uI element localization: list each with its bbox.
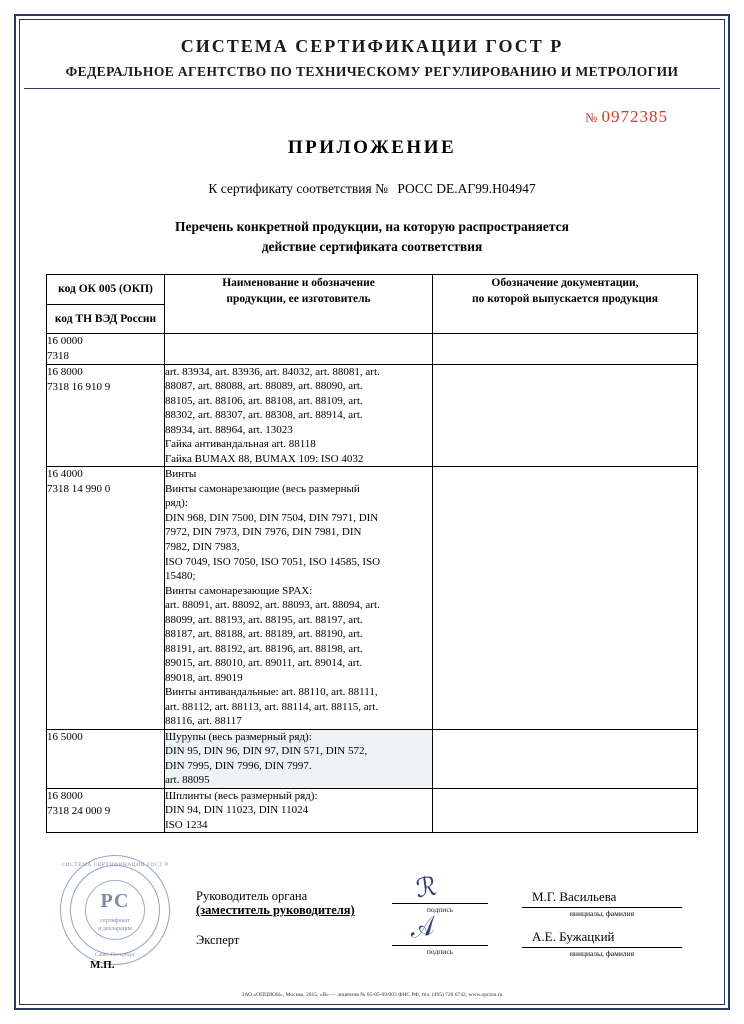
header-documentation [433,275,698,334]
signature-block [24,862,720,987]
code-value: 16 8000 [47,365,83,378]
product-line: 88934, art. 88964, art. 13023 [165,423,293,436]
product-line: 88087, art. 88088, art. 88089, art. 88090, art. [165,380,363,393]
name-line-1 [522,907,682,908]
product-line: DIN 968, DIN 7500, DIN 7504, DIN 7971, DIN [165,511,379,524]
signature-mark-2: 𝒜 [407,911,437,945]
purpose-line-1: Перечень конкретной продукции, на которую распространяется [175,219,569,234]
signature-caption-1: подпись [426,905,454,915]
code-value: 7318 [47,349,69,362]
stamp-sub-line2: и декларация [98,926,132,933]
header-product-name-line2: продукции, ее изготовитель [226,293,371,306]
agency-title: ФЕДЕРАЛЬНОЕ АГЕНТСТВО ПО ТЕХНИЧЕСКОМУ РЕГУЛИРОВАНИЮ И МЕТРОЛОГИИ [65,64,679,79]
purpose-statement [24,217,720,256]
purpose-line-2: действие сертификата соответствия [261,238,483,254]
code-value: 16 5000 [47,730,83,743]
product-line: 88302, art. 88307, art. 88308, art. 88914, art. [165,409,363,422]
stamp-sub-text [61,918,169,934]
product-line: 88105, art. 88106, art. 88108, art. 88109, art. [165,394,363,407]
cell-documentation [433,364,698,467]
cell-codes [47,729,165,788]
page-content [24,24,720,1000]
product-line: art. 88091, art. 88092, art. 88093, art. 88094, art. [165,599,380,612]
product-line: Гайка BUMAX 88, BUMAX 109: ISO 4032 [165,452,364,465]
certificate-number: РОСС DE.АГ99.Н04947 [397,181,536,196]
product-line: DIN 7995, DIN 7996, DIN 7997. [165,759,312,772]
header-documentation-line1: Обозначение документации, [491,277,639,290]
code-value: 16 4000 [47,468,83,481]
product-line: ISO 7049, ISO 7050, ISO 7051, ISO 14585, ISO [165,555,381,568]
table-row [47,364,698,467]
header-code-tnved: код ТН ВЭД России [47,304,164,333]
signature-caption-2: подпись [426,947,454,957]
product-line: 88099, art. 88193, art. 88195, art. 88197, art. [165,613,363,626]
blank-number [24,107,720,127]
stamp-center-text: РС [100,890,130,913]
product-line: Винты [165,468,197,481]
product-line: Шплинты (весь размерный ряд): [165,789,318,802]
product-line: Винты самонарезающие SPAX: [165,584,313,597]
code-value: 7318 16 910 9 [47,380,111,393]
product-line: 88191, art. 88192, art. 88196, art. 88198, art. [165,642,363,655]
cell-codes [47,334,165,365]
product-line: 7982, DIN 7983, [165,541,240,553]
signature-line-2 [392,945,488,946]
name-line-2 [522,947,682,948]
stamp-top-text: СИСТЕМА СЕРТИФИКАЦИИ ГОСТ Р [61,862,169,869]
product-line: art. 88112, art. 88113, art. 88114, art. 88115, art. [165,700,379,713]
certificate-reference-label: К сертификату соответствия № [208,181,388,196]
table-body [47,334,698,833]
role-head-line2: (заместитель руководителя) [196,903,355,918]
role-expert: Эксперт [196,933,240,948]
certificate-reference [24,181,720,197]
cell-product-name [165,334,433,365]
product-line: 89018, art. 89019 [165,671,243,684]
cell-codes [47,467,165,729]
code-value: 7318 14 990 0 [47,483,111,496]
table-row [47,788,698,833]
header-product-name [165,275,433,334]
table-row [47,334,698,365]
header-code-column [47,275,165,334]
signature-line-1 [392,903,488,904]
header-documentation-line2: по которой выпускается продукция [472,293,658,306]
product-line: 15480; [165,570,196,583]
cell-codes [47,364,165,467]
header-code-ok: код ОК 005 (ОКП) [58,283,153,296]
product-line: 88116, art. 88117 [165,715,242,728]
cell-codes [47,788,165,833]
name-caption-1: инициалы, фамилия [569,909,635,919]
product-line: DIN 94, DIN 11023, DIN 11024 [165,804,309,817]
code-value: 16 8000 [47,789,83,802]
product-line: Винты антивандальные: art. 88110, art. 88111, [165,686,378,699]
cell-product-name [165,364,433,467]
product-line: 88187, art. 88188, art. 88189, art. 88190, art. [165,628,363,641]
product-line: Винты самонарезающие (весь размерный [165,482,360,495]
table-header-row [47,275,698,334]
system-title: СИСТЕМА СЕРТИФИКАЦИИ ГОСТ Р [180,36,564,56]
product-line: art. 83934, art. 83936, art. 84032, art. 88081, art. [165,365,380,378]
signature-mark-1: ℛ [414,872,439,904]
signer-name-2: А.Е. Бужацкий [532,929,615,945]
document-header [24,24,720,89]
product-line: Гайка антивандальная art. 88118 [165,438,316,451]
stamp-place-label: М.П. [90,959,115,972]
code-value: 16 0000 [47,335,83,348]
cell-documentation [433,788,698,833]
printer-footnote: ЗАО «ОПЦИОН», Москва, 2015, «В» — лицензия № 05-05-09/003 ФНС РФ, тел. (495) 720 6742, www.opcion.ru [241,992,503,998]
product-line: 7972, DIN 7973, DIN 7976, DIN 7981, DIN [165,526,362,539]
cell-product-name [165,467,433,729]
official-stamp [60,855,170,965]
product-line: 89015, art. 88010, art. 89011, art. 89014, art. [165,657,363,670]
cell-documentation [433,334,698,365]
table-row [47,729,698,788]
role-head-line1: Руководитель органа [196,889,308,904]
signer-name-1: М.Г. Васильева [532,889,617,905]
number-value: 0972385 [601,107,668,126]
product-line: art. 88095 [165,774,210,787]
product-line: Шурупы (весь размерный ряд): [165,730,312,743]
cell-product-name [165,729,433,788]
product-table [46,274,698,833]
stamp-sub-line1: сертификат [100,918,130,925]
name-caption-2: инициалы, фамилия [569,949,635,959]
header-product-name-line1: Наименование и обозначение [222,277,375,290]
page-title: ПРИЛОЖЕНИЕ [287,137,457,158]
cell-documentation [433,729,698,788]
cell-product-name [165,788,433,833]
cell-documentation [433,467,698,729]
product-line: ряд): [165,497,188,510]
number-label: № [585,110,598,125]
product-line: DIN 95, DIN 96, DIN 97, DIN 571, DIN 572, [165,745,368,758]
table-row [47,467,698,729]
stamp-bottom-text: Санкт-Петербург [94,952,136,959]
code-value: 7318 24 000 9 [47,804,111,817]
header-divider [24,88,720,89]
product-line: ISO 1234 [165,818,208,831]
